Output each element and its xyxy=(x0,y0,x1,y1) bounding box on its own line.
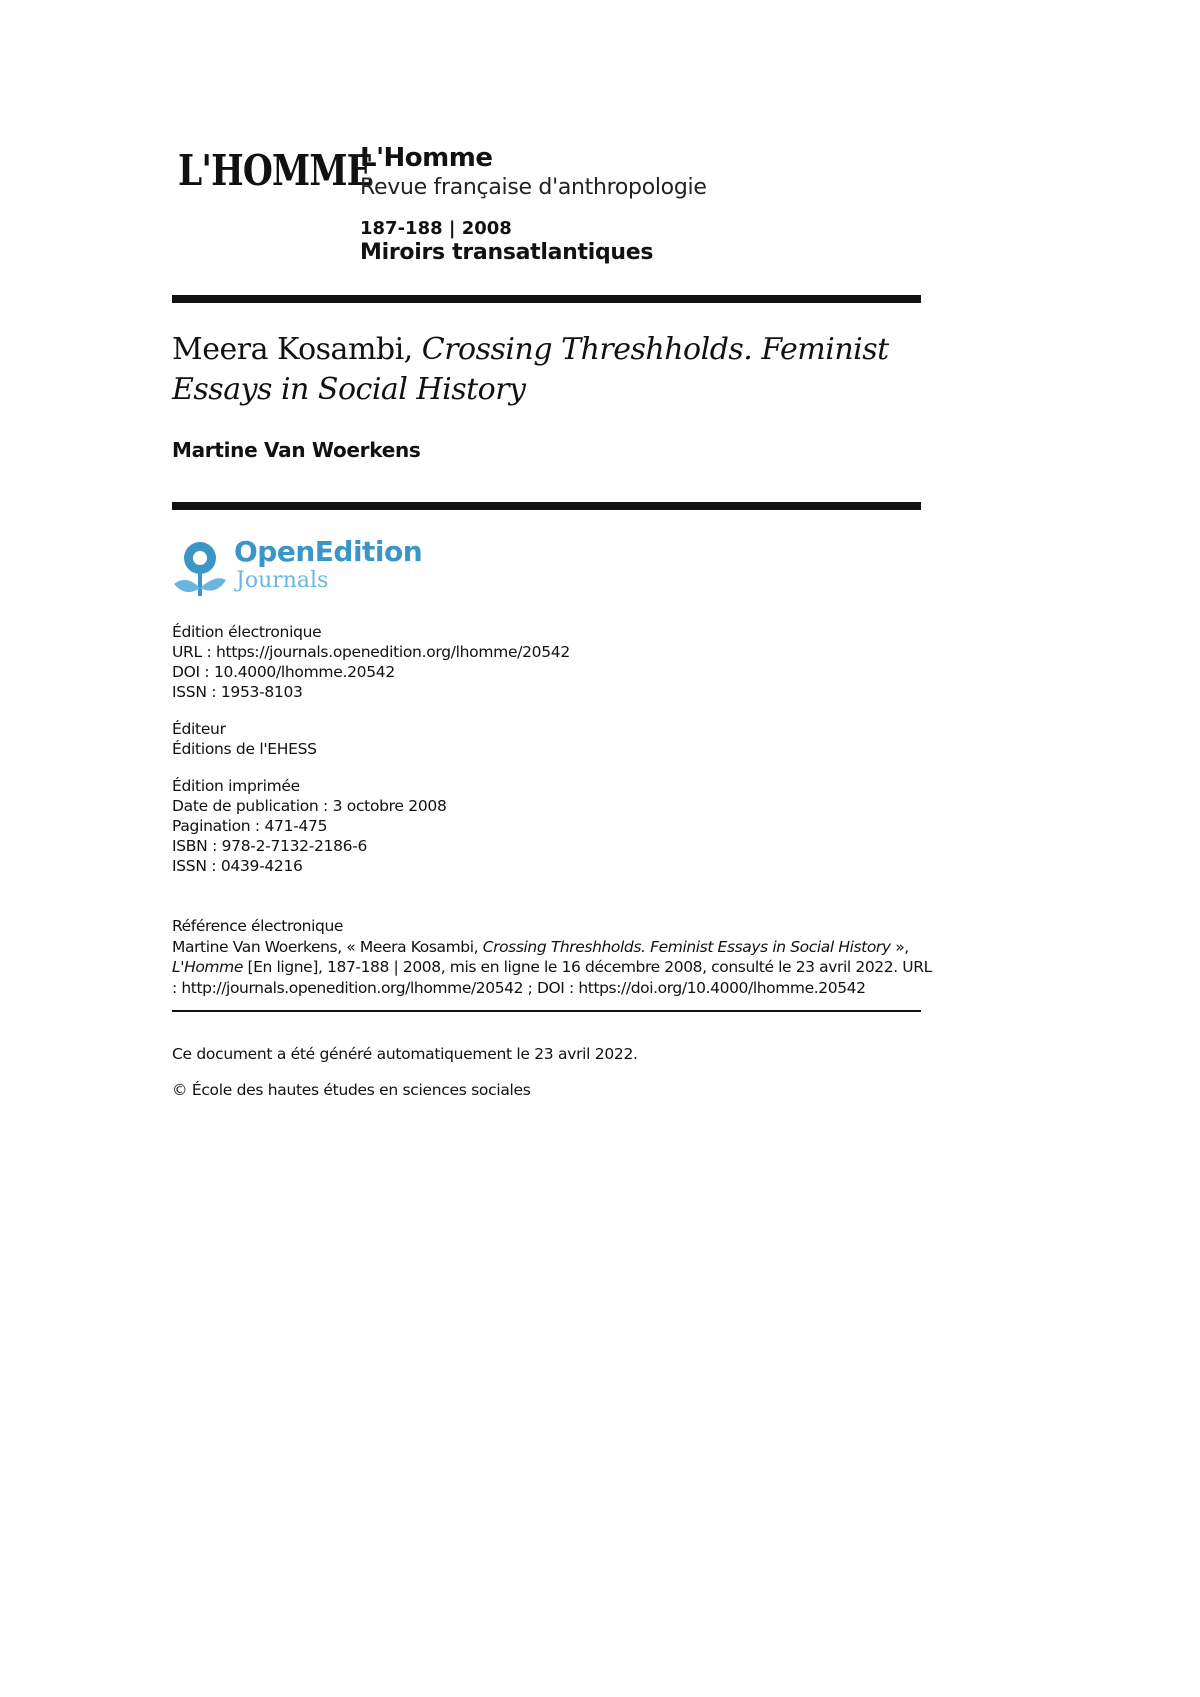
issue-title: Miroirs transatlantiques xyxy=(360,240,654,265)
middle-divider xyxy=(172,502,921,510)
top-divider xyxy=(172,295,921,303)
reference-part5[interactable]: [En ligne], 187-188 | 2008, mis en ligne le 16 décembre 2008, consulté le 23 avril 2022. URL : http://journals.openedition.org/lhomme/20542 ; DOI : https://doi.org/10.4000/lhomme.20542 xyxy=(172,958,932,997)
electronic-edition-block xyxy=(172,622,570,702)
electronic-edition-issn: ISSN : 1953-8103 xyxy=(172,683,303,701)
print-edition-label: Édition imprimée xyxy=(172,777,300,795)
print-edition-issn: ISSN : 0439-4216 xyxy=(172,857,303,875)
journal-header xyxy=(360,142,707,266)
journal-subtitle: Revue française d'anthropologie xyxy=(360,175,707,200)
openedition-flower-icon xyxy=(172,538,234,600)
openedition-logo-text xyxy=(234,536,422,594)
bottom-divider xyxy=(172,1010,921,1012)
article-title-roman: Meera Kosambi, xyxy=(172,332,422,367)
reference-italic-title: Crossing Threshholds. Feminist Essays in Social History xyxy=(482,937,891,956)
reference-italic-journal: L'Homme xyxy=(172,958,243,976)
editor-name: Éditions de l'EHESS xyxy=(172,740,317,758)
openedition-brand: OpenEdition xyxy=(234,535,423,568)
electronic-reference-block xyxy=(172,916,932,998)
electronic-edition-url[interactable]: URL : https://journals.openedition.org/lhomme/20542 xyxy=(172,643,570,661)
editor-label: Éditeur xyxy=(172,720,226,738)
journal-name: L'Homme xyxy=(360,143,493,173)
openedition-journals: Journals xyxy=(236,568,329,593)
print-edition-pagination: Pagination : 471-475 xyxy=(172,817,328,835)
article-title xyxy=(172,330,932,410)
editor-block xyxy=(172,719,317,759)
journal-logo: L'HOMME xyxy=(178,146,373,195)
reference-part1: Martine Van Woerkens, « Meera Kosambi, xyxy=(172,937,483,956)
electronic-edition-doi: DOI : 10.4000/lhomme.20542 xyxy=(172,663,395,681)
print-edition-date: Date de publication : 3 octobre 2008 xyxy=(172,797,447,815)
reference-label: Référence électronique xyxy=(172,917,344,935)
article-title-italic: Crossing Threshholds. Feminist Essays in Social History xyxy=(172,332,889,407)
generated-note: Ce document a été généré automatiquement le 23 avril 2022. xyxy=(172,1045,638,1063)
electronic-edition-label: Édition électronique xyxy=(172,623,322,641)
print-edition-block xyxy=(172,776,447,876)
issue-number: 187-188 | 2008 xyxy=(360,218,512,239)
article-author: Martine Van Woerkens xyxy=(172,438,421,462)
print-edition-isbn: ISBN : 978-2-7132-2186-6 xyxy=(172,837,368,855)
copyright-note: © École des hautes études en sciences sociales xyxy=(172,1081,531,1099)
reference-part3: », xyxy=(890,937,909,956)
